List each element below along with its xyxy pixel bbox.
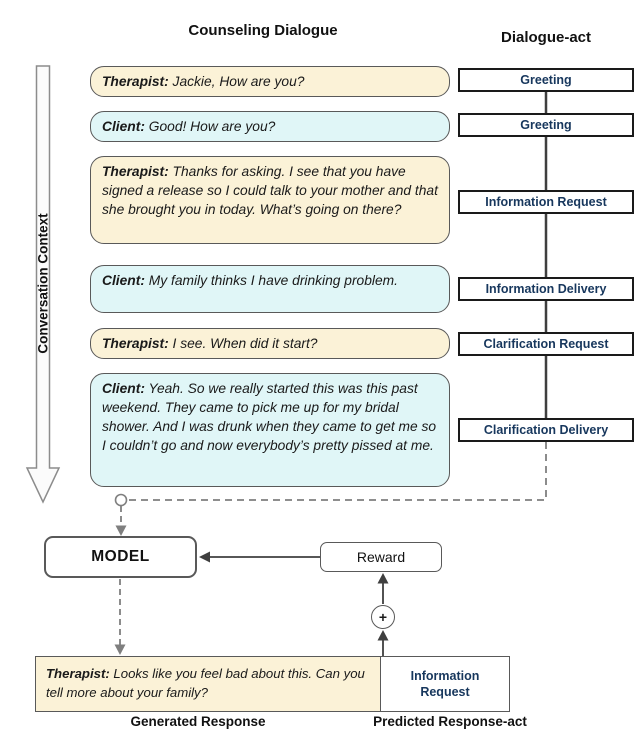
context-node-circle xyxy=(116,495,127,506)
dialogue-bubble-therapist xyxy=(90,328,450,359)
utterance-text: Jackie, How are you? xyxy=(172,74,305,89)
speaker-label: Client: xyxy=(102,119,145,134)
predicted-response-act-caption: Predicted Response-act xyxy=(373,714,527,729)
dialogue-bubble-therapist xyxy=(90,66,450,97)
response-to-plus-arrowhead xyxy=(378,630,389,641)
dialogue-act-box: Greeting xyxy=(458,68,634,92)
dialogue-bubble-client xyxy=(90,373,450,487)
context-to-model-arrowhead xyxy=(116,526,127,537)
dialogue-act-box: Information Delivery xyxy=(458,277,634,301)
reward-box: Reward xyxy=(320,542,442,572)
dialogue-bubble-client xyxy=(90,265,450,313)
speaker-label: Therapist: xyxy=(102,336,169,351)
dialogue-bubble-client xyxy=(90,111,450,142)
dialogue-act-box: Greeting xyxy=(458,113,634,137)
model-box: MODEL xyxy=(44,536,197,578)
speaker-label: Therapist: xyxy=(102,74,169,89)
speaker-label: Client: xyxy=(102,273,145,288)
dialogue-act-box: Clarification Request xyxy=(458,332,634,356)
generated-response-text: Looks like you feel bad about this. Can you tell more about your family? xyxy=(46,666,365,700)
plus-to-reward-arrowhead xyxy=(378,573,389,584)
utterance-text: Thanks for asking. I see that you have signed a release so I could talk to your mother and that she brought you in today. What’s going on there? xyxy=(102,164,438,217)
counseling-dialogue-header: Counseling Dialogue xyxy=(188,22,338,39)
dialogue-act-header: Dialogue-act xyxy=(500,29,591,46)
reward-to-model-arrowhead xyxy=(199,552,210,563)
speaker-label: Therapist: xyxy=(102,164,169,179)
conversation-context-label: Conversation Context xyxy=(35,213,51,354)
plus-sum-icon: + xyxy=(371,605,395,629)
utterance-text: Good! How are you? xyxy=(148,119,276,134)
dialogue-act-box: Information Request xyxy=(458,190,634,214)
predicted-response-act-box: Information Request xyxy=(381,656,510,712)
generated-response-bubble xyxy=(35,656,381,712)
speaker-label: Therapist: xyxy=(46,666,110,681)
model-to-response-arrowhead xyxy=(115,645,126,656)
speaker-label: Client: xyxy=(102,381,145,396)
dialogue-act-box: Clarification Delivery xyxy=(458,418,634,442)
utterance-text: My family thinks I have drinking problem. xyxy=(148,273,398,288)
utterance-text: Yeah. So we really started this was this past weekend. They came to pick me up for my bridal shower. And I was drunk when they came to get me so I couldn’t go and now everybody’s pretty pissed at me. xyxy=(102,381,437,453)
generated-response-row xyxy=(35,656,510,712)
utterance-text: I see. When did it start? xyxy=(172,336,318,351)
generated-response-caption: Generated Response xyxy=(130,714,266,729)
dialogue-bubble-therapist xyxy=(90,156,450,244)
